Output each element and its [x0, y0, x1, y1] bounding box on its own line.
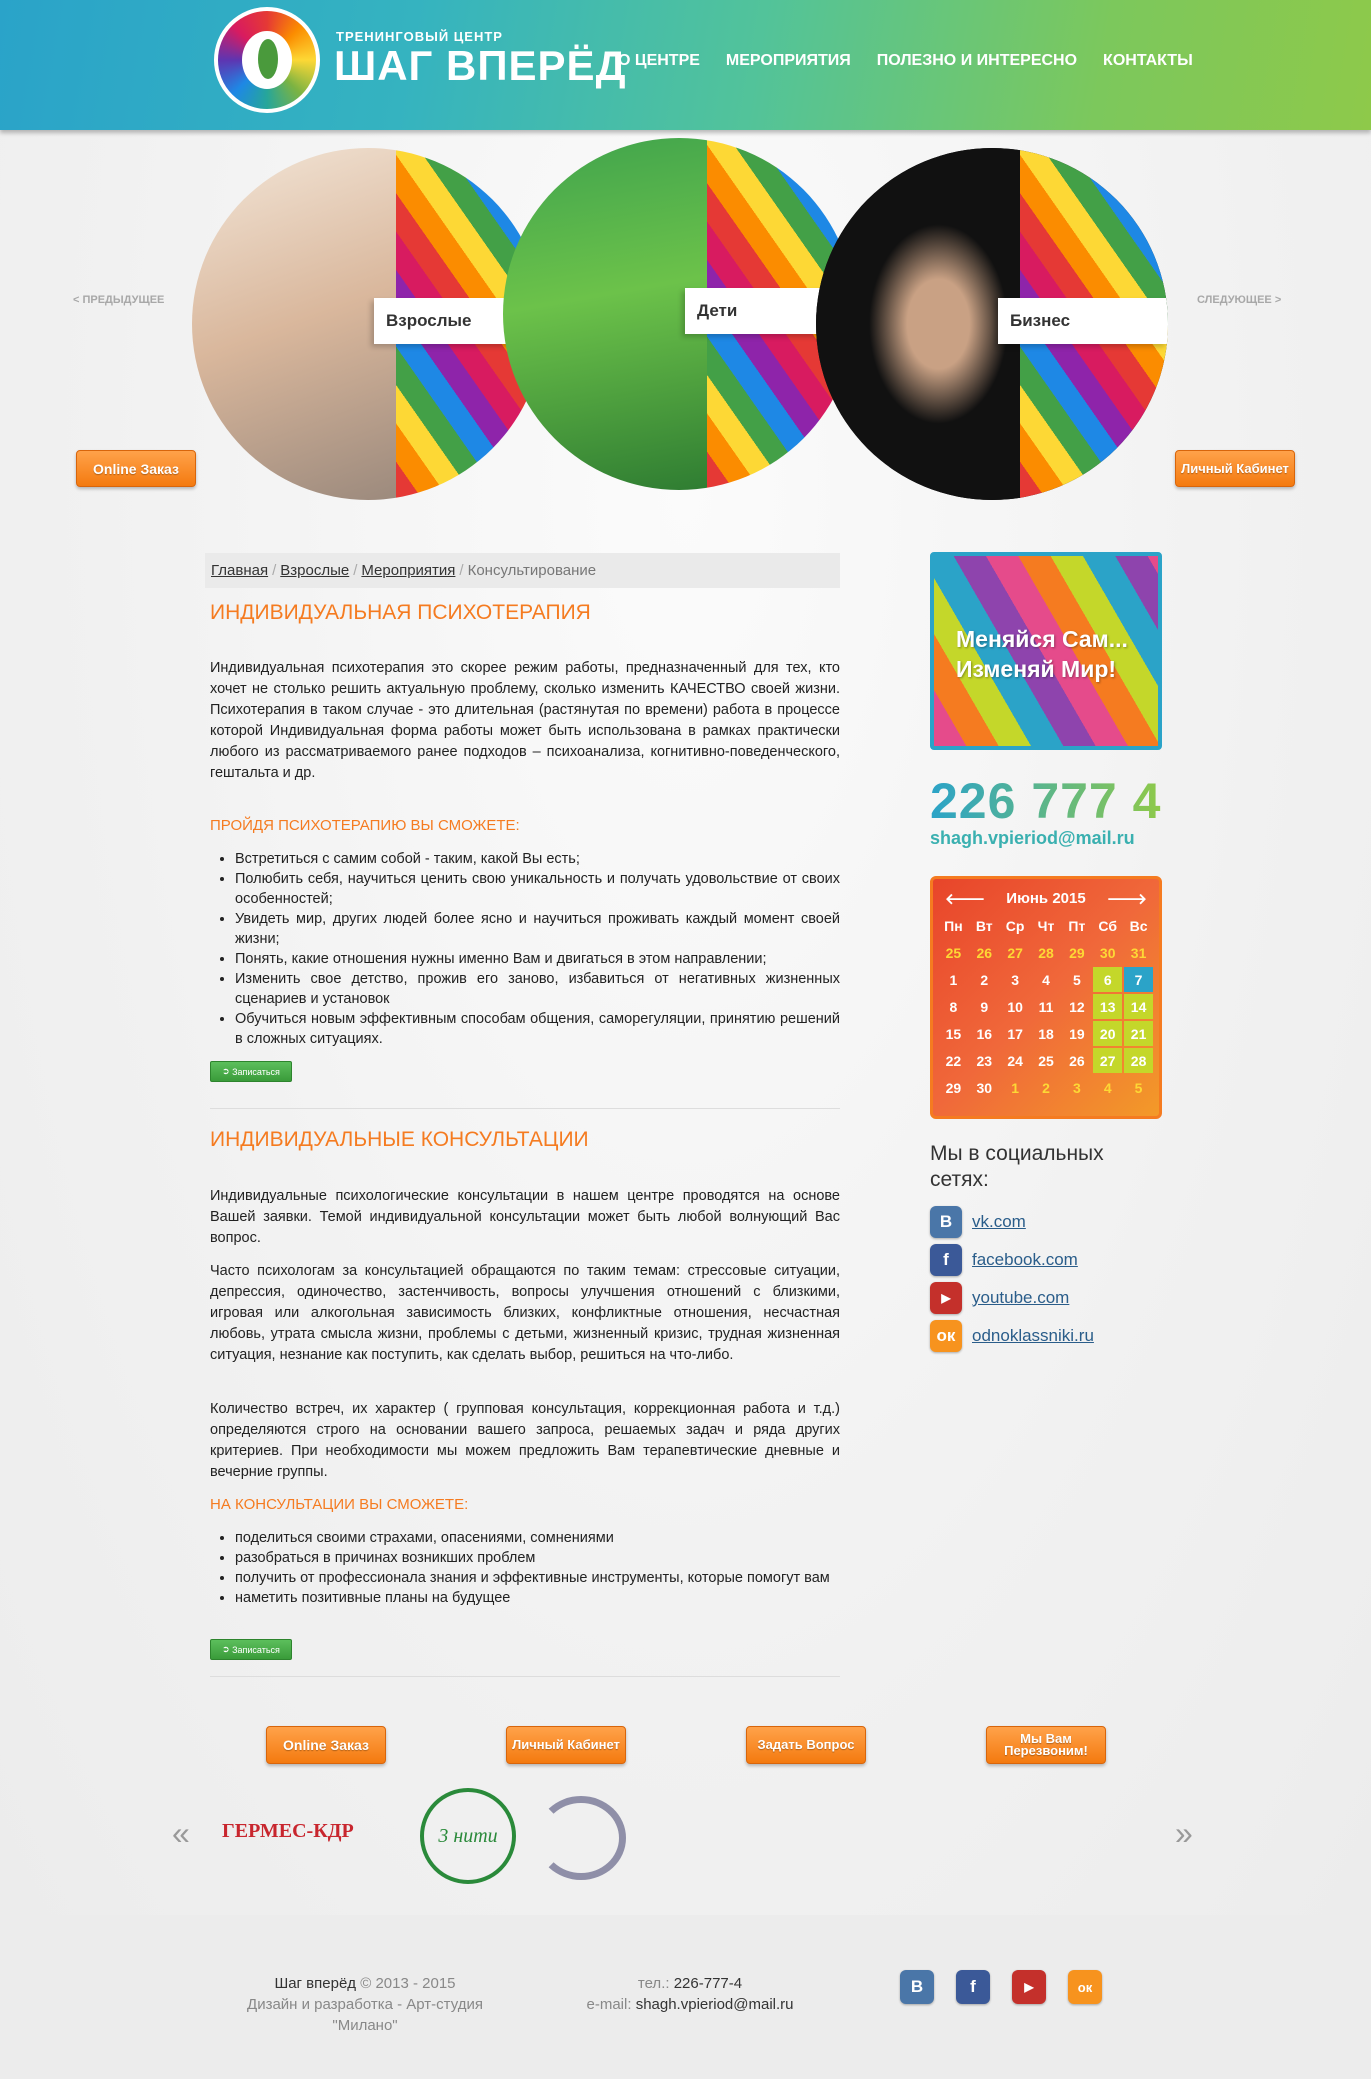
list-item: • получить от профессионала знания и эффективные инструменты, которые помогут вам [235, 1568, 840, 1588]
signup-label: Записаться [232, 1066, 280, 1077]
bottom-cabinet-button[interactable]: Личный Кабинет [506, 1726, 626, 1764]
footer-email-label: e-mail: [586, 1996, 632, 2013]
calendar-month: Июнь 2015 [1006, 889, 1086, 907]
calendar-day[interactable]: 28 [1124, 1048, 1153, 1073]
slider-next[interactable]: СЛЕДУЮЩЕЕ > [1197, 294, 1282, 306]
list-item: • поделиться своими страхами, опасениями, сомнениями [235, 1528, 840, 1548]
calendar-weekday: Пн [944, 917, 963, 934]
section2-subhead: НА КОНСУЛЬТАЦИИ ВЫ СМОЖЕТЕ: [210, 1496, 469, 1513]
social-youtube[interactable] [930, 1282, 1069, 1314]
signup-label: Записаться [232, 1644, 280, 1655]
motto-banner[interactable] [930, 552, 1162, 750]
calendar-day[interactable]: 25 [945, 944, 962, 961]
calendar-day[interactable]: 7 [1124, 967, 1153, 992]
calendar-day[interactable]: 17 [1007, 1025, 1023, 1042]
calendar-day[interactable]: 12 [1069, 998, 1085, 1015]
nav-useful[interactable]: ПОЛЕЗНО И ИНТЕРЕСНО [876, 52, 1078, 69]
logo-subtitle: ТРЕНИНГОВЫЙ ЦЕНТР [336, 29, 503, 44]
calendar-day[interactable]: 21 [1124, 1021, 1153, 1046]
calendar-day[interactable]: 2 [980, 971, 989, 988]
partner-zniti[interactable] [420, 1788, 516, 1884]
footer-facebook-icon[interactable]: f [956, 1970, 990, 2004]
list-item: • Увидеть мир, других людей более ясно и научиться проживать каждый момент своей жизни; [235, 909, 840, 949]
partner-bank-logo[interactable] [536, 1796, 626, 1880]
social-youtube-link[interactable]: youtube.com [972, 1288, 1070, 1307]
footer [0, 1915, 1371, 2079]
list-item: • Понять, какие отношения нужны именно Вам и двигаться в этом направлении; [235, 949, 840, 969]
header [0, 0, 1371, 130]
social-odnoklassniki[interactable] [930, 1320, 1094, 1352]
calendar-day[interactable]: 27 [1093, 1048, 1122, 1073]
partners-next-icon[interactable]: » [1175, 1815, 1193, 1851]
calendar-grid [939, 913, 1153, 1100]
email-address[interactable]: shagh.vpieriod@mail.ru [930, 828, 1135, 848]
list-item: • Обучиться новым эффективным способам общения, саморегуляции, принятию решений в сложных ситуациях. [235, 1009, 840, 1049]
youtube-icon: ▶ [930, 1282, 962, 1314]
list-item: • Полюбить себя, научиться ценить свою уникальность и получать удовольствие от своих особенностей; [235, 869, 840, 909]
footer-contacts [560, 1973, 820, 2015]
slide-business-label: Бизнес [998, 298, 1168, 344]
bottom-online-order-button[interactable]: Online Заказ [266, 1726, 386, 1764]
slide-adults-label: Взрослые [374, 298, 514, 344]
callback-button[interactable]: Мы Вам Перезвоним! [986, 1726, 1106, 1764]
calendar-day[interactable]: 19 [1069, 1025, 1085, 1042]
calendar-day[interactable]: 5 [1072, 971, 1081, 988]
partner-hermes[interactable]: ГЕРМЕС-КДР [222, 1820, 354, 1842]
calendar-day[interactable]: 14 [1124, 994, 1153, 1019]
footer-copyright [220, 1973, 510, 2036]
slide-business[interactable] [816, 148, 1168, 500]
logo[interactable] [214, 7, 320, 113]
cabinet-button[interactable]: Личный Кабинет [1175, 450, 1295, 487]
section1-title: ИНДИВИДУАЛЬНАЯ ПСИХОТЕРАПИЯ [210, 601, 591, 624]
calendar-day[interactable]: 3 [1072, 1079, 1081, 1096]
calendar-weekday: Пт [1068, 917, 1086, 934]
breadcrumb-events[interactable]: Мероприятия [361, 562, 456, 579]
calendar-day[interactable]: 4 [1042, 971, 1050, 988]
calendar-day[interactable]: 11 [1038, 998, 1054, 1015]
phone-number: 226 777 4 [930, 773, 1162, 829]
slide-kids-label: Дети [685, 288, 835, 334]
list-item: • наметить позитивные планы на будущее [235, 1588, 840, 1608]
calendar-day[interactable]: 9 [980, 998, 989, 1015]
ask-question-button[interactable]: Задать Вопрос [746, 1726, 866, 1764]
vk-icon: В [930, 1206, 962, 1238]
calendar-day[interactable]: 31 [1130, 944, 1147, 961]
nav-events[interactable]: МЕРОПРИЯТИЯ [725, 52, 851, 69]
signup-button-1[interactable]: ➲ Записаться [210, 1061, 292, 1082]
logo-title[interactable]: ШАГ ВПЕРЁД [334, 42, 627, 89]
section1-intro: Индивидуальная психотерапия это скорее режим работы, предназначенный для тех, кто хочет не столько решить актуальную проблему, сколько изменить КАЧЕСТВО своей жизни. Психотерапия в таком случае - это длительная (растянутая по времени) работа в процессе которой Индивидуальная форма работы может быть использована в рамках практически любого из рассматриваемого ранее подходов – психоанализа, когнитивно-поведенческого, гештальта и др. [210, 660, 840, 781]
calendar-day[interactable]: 10 [1007, 998, 1023, 1015]
footer-vk-icon[interactable]: В [900, 1970, 934, 2004]
odnoklassniki-icon: ок [930, 1320, 962, 1352]
calendar-day[interactable]: 23 [976, 1052, 993, 1069]
divider [210, 1108, 840, 1109]
calendar-day[interactable]: 1 [1011, 1079, 1020, 1096]
slide-adults[interactable] [192, 148, 544, 500]
calendar-next-icon[interactable]: 🡒 [1106, 890, 1147, 908]
section2-p1: Индивидуальные психологические консультации в нашем центре проводятся на основе Вашей заявки. Темой индивидуальной консультации может быть любой волнующий Вас вопрос. [210, 1188, 840, 1246]
footer-odnoklassniki-icon[interactable]: ок [1068, 1970, 1102, 2004]
footer-brand: Шаг вперёд [274, 1975, 357, 1992]
calendar-day[interactable]: 13 [1093, 994, 1122, 1019]
calendar-day[interactable]: 6 [1093, 967, 1122, 992]
section2-p2: Часто психологам за консультацией обращаются по таким темам: стрессовые ситуации, депрессия, одиночество, застенчивость, вопросы улучшения отношений с близкими, игровая или алкогольная зависимость близких, конфликтные отношения, несчастная любовь, утрата смысла жизни, проблемы с детьми, жизненный кризис, трудная жизненная ситуация, незнание как поступить, как сделать выбор, решиться на что-либо. [210, 1263, 840, 1363]
section2-bullets [235, 1528, 840, 1608]
calendar-day[interactable]: 30 [1099, 944, 1116, 961]
social-odnoklassniki-link[interactable]: odnoklassniki.ru [972, 1326, 1094, 1345]
footer-tel: 226-777-4 [673, 1975, 743, 1992]
section1-subhead: ПРОЙДЯ ПСИХОТЕРАПИЮ ВЫ СМОЖЕТЕ: [210, 817, 520, 834]
partners-prev-icon[interactable]: « [172, 1815, 190, 1851]
footer-tel-label: тел.: [637, 1975, 670, 1992]
calendar-day[interactable]: 18 [1038, 1025, 1054, 1042]
signup-button-2[interactable]: ➲ Записаться [210, 1639, 292, 1660]
list-item: • Встретиться с самим собой - таким, какой Вы есть; [235, 849, 840, 869]
footer-years: © 2013 - 2015 [360, 1975, 456, 1992]
calendar-day[interactable]: 2 [1042, 1079, 1050, 1096]
divider [210, 1676, 840, 1677]
calendar-weekday: Сб [1098, 917, 1117, 934]
calendar-day[interactable]: 8 [949, 998, 958, 1015]
calendar-day[interactable]: 29 [1069, 944, 1085, 961]
breadcrumb-home[interactable]: Главная [211, 562, 269, 579]
calendar-day[interactable]: 1 [949, 971, 958, 988]
calendar-day[interactable]: 29 [945, 1079, 962, 1096]
calendar-day[interactable]: 3 [1011, 971, 1020, 988]
breadcrumb-current: Консультирование [467, 562, 597, 579]
partner-zniti-label: 3 нити [438, 1824, 498, 1847]
slide-kids[interactable] [503, 138, 855, 490]
calendar-day[interactable]: 26 [976, 944, 993, 961]
section2-p3: Количество встреч, их характер ( групповая консультация, коррекционная работа и т.д.) определяются строго на основании вашего запроса, решаемых задач и ряда других критериев. При необходимости мы можем предложить Вам терапевтические дневные и вечерние группы. [210, 1401, 840, 1480]
calendar-day[interactable]: 25 [1038, 1052, 1054, 1069]
nav-contacts[interactable]: КОНТАКТЫ [1103, 52, 1193, 69]
facebook-icon: f [930, 1244, 962, 1276]
nav-about[interactable]: О ЦЕНТРЕ [618, 52, 700, 69]
footer-youtube-icon[interactable]: ▶ [1012, 1970, 1046, 2004]
calendar-weekday: Ср [1005, 917, 1025, 934]
calendar-weekday: Чт [1037, 917, 1055, 934]
list-item: • Изменить свое детство, прожив его заново, избавиться от негативных жизненных сценариев и установок [235, 969, 840, 1009]
list-item: • разобраться в причинах возникших проблем [235, 1548, 840, 1568]
footer-email[interactable]: shagh.vpieriod@mail.ru [635, 1996, 794, 2013]
calendar-day[interactable]: 24 [1007, 1052, 1023, 1069]
social-facebook[interactable] [930, 1244, 1078, 1276]
calendar-prev-icon[interactable]: 🡐 [945, 890, 986, 908]
social-title: Мы в социальных сетях: [930, 1142, 1104, 1191]
section1-bullets [235, 849, 840, 1049]
slider-prev[interactable]: < ПРЕДЫДУЩЕЕ [73, 294, 165, 306]
footer-design[interactable]: Дизайн и разработка - Арт-студия "Милано" [247, 1996, 483, 2034]
calendar-day[interactable]: 4 [1103, 1079, 1112, 1096]
calendar [930, 876, 1162, 1119]
calendar-day[interactable]: 30 [976, 1079, 993, 1096]
social-vk-link[interactable]: vk.com [972, 1212, 1026, 1231]
banner-text: Меняйся Сам... Изменяй Мир! [956, 626, 1128, 682]
calendar-day[interactable]: 27 [1007, 944, 1023, 961]
calendar-day[interactable]: 26 [1069, 1052, 1085, 1069]
breadcrumb: Главная / Взрослые / Мероприятия / Консультирование [205, 553, 840, 588]
calendar-day[interactable]: 28 [1038, 944, 1054, 961]
calendar-day[interactable]: 20 [1093, 1021, 1122, 1046]
calendar-weekday: Вс [1129, 917, 1148, 934]
calendar-day[interactable]: 16 [976, 1025, 993, 1042]
calendar-day[interactable]: 22 [945, 1052, 962, 1069]
calendar-day[interactable]: 5 [1134, 1079, 1143, 1096]
main-nav [618, 52, 1193, 70]
online-order-button[interactable]: Online Заказ [76, 450, 196, 487]
breadcrumb-adults[interactable]: Взрослые [280, 562, 350, 579]
calendar-day[interactable]: 15 [945, 1025, 962, 1042]
calendar-weekday: Вт [975, 917, 993, 934]
social-facebook-link[interactable]: facebook.com [972, 1250, 1078, 1269]
social-vk[interactable] [930, 1206, 1026, 1238]
section2-title: ИНДИВИДУАЛЬНЫЕ КОНСУЛЬТАЦИИ [210, 1128, 589, 1151]
